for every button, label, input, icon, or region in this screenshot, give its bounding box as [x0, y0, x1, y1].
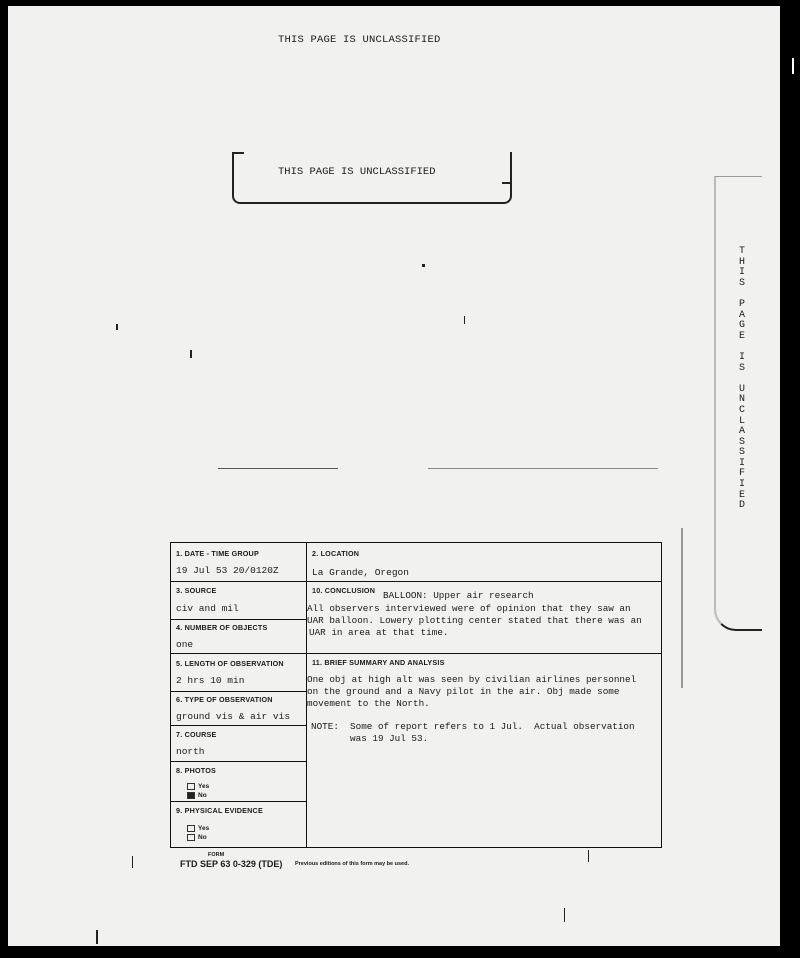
scan-speck [190, 350, 192, 358]
length-of-observation-label: 5. LENGTH OF OBSERVATION [176, 659, 284, 668]
source-label: 3. SOURCE [176, 586, 217, 595]
scan-speck [116, 324, 118, 330]
side-classification-bracket [714, 176, 762, 631]
conclusion-headline: BALLOON: Upper air research [383, 590, 534, 601]
physical-evidence-yes-option [187, 825, 209, 832]
type-of-observation-value: ground vis & air vis [176, 711, 291, 722]
summary-line: movement to the North. [307, 698, 430, 709]
divider [171, 653, 306, 654]
classification-header: THIS PAGE IS UNCLASSIFIED [278, 34, 441, 46]
physical-evidence-yes-label: Yes [198, 825, 210, 833]
divider [171, 761, 306, 762]
photos-no-checkbox [187, 792, 195, 799]
scan-speck [464, 316, 465, 324]
physical-evidence-label: 9. PHYSICAL EVIDENCE [176, 806, 263, 815]
photos-yes-option [187, 783, 209, 790]
conclusion-line: UAR balloon. Lowery plotting center stated that there was an [307, 615, 642, 626]
scan-streak [681, 528, 683, 688]
classification-stamp-box [232, 152, 512, 204]
scan-speck [96, 930, 98, 944]
divider [306, 581, 661, 582]
scan-speck [132, 856, 133, 868]
conclusion-label: 10. CONCLUSION [312, 586, 376, 595]
divider [171, 691, 306, 692]
course-value: north [176, 746, 205, 757]
summary-line: on the ground and a Navy pilot in the air. Obj made some [307, 686, 620, 697]
divider [171, 801, 306, 802]
source-value: civ and mil [176, 603, 239, 614]
physical-evidence-no-option [187, 834, 207, 841]
conclusion-line: UAR in area at that time. [309, 627, 449, 638]
brief-summary-label: 11. BRIEF SUMMARY AND ANALYSIS [312, 658, 445, 667]
type-of-observation-label: 6. TYPE OF OBSERVATION [176, 695, 273, 704]
physical-evidence-no-label: No [198, 834, 207, 842]
note-line: NOTE: Some of report refers to 1 Jul. Actual observation [311, 721, 635, 732]
summary-line: One obj at high alt was seen by civilian airlines personnel [307, 674, 637, 685]
location-value: La Grande, Oregon [312, 567, 409, 578]
report-form [170, 542, 662, 848]
scan-mark [428, 468, 658, 469]
course-label: 7. COURSE [176, 730, 217, 739]
physical-evidence-yes-checkbox [187, 825, 195, 832]
physical-evidence-no-checkbox [187, 834, 195, 841]
photos-no-option [187, 792, 207, 799]
form-id: FTD SEP 63 0-329 (TDE) [180, 859, 283, 869]
conclusion-line: All observers interviewed were of opinion that they saw an [307, 603, 631, 614]
classification-stamp-text: THIS PAGE IS UNCLASSIFIED [278, 166, 436, 178]
document-page [8, 6, 780, 946]
location-label: 2. LOCATION [312, 549, 360, 558]
side-classification-text: T H I S P A G E I S U N C L A S S I F I E D [738, 246, 745, 512]
form-word: FORM [208, 852, 225, 858]
number-of-objects-label: 4. NUMBER OF OBJECTS [176, 623, 268, 632]
scan-mark [218, 468, 338, 469]
scan-speck [564, 908, 565, 922]
divider [306, 653, 661, 654]
divider [171, 619, 306, 620]
divider [171, 581, 306, 582]
date-time-group-value: 19 Jul 53 20/0120Z [176, 565, 279, 576]
number-of-objects-value: one [176, 639, 194, 650]
date-time-group-label: 1. DATE - TIME GROUP [176, 549, 259, 558]
photos-yes-label: Yes [198, 783, 210, 791]
form-note: Previous editions of this form may be used. [295, 861, 409, 867]
scan-speck [588, 850, 589, 862]
scan-speck [792, 58, 794, 74]
scan-speck [422, 264, 425, 267]
photos-label: 8. PHOTOS [176, 766, 217, 775]
length-of-observation-value: 2 hrs 10 min [176, 675, 245, 686]
photos-no-label: No [198, 792, 207, 800]
photos-yes-checkbox [187, 783, 195, 790]
note-line: was 19 Jul 53. [311, 733, 429, 744]
divider [171, 725, 306, 726]
